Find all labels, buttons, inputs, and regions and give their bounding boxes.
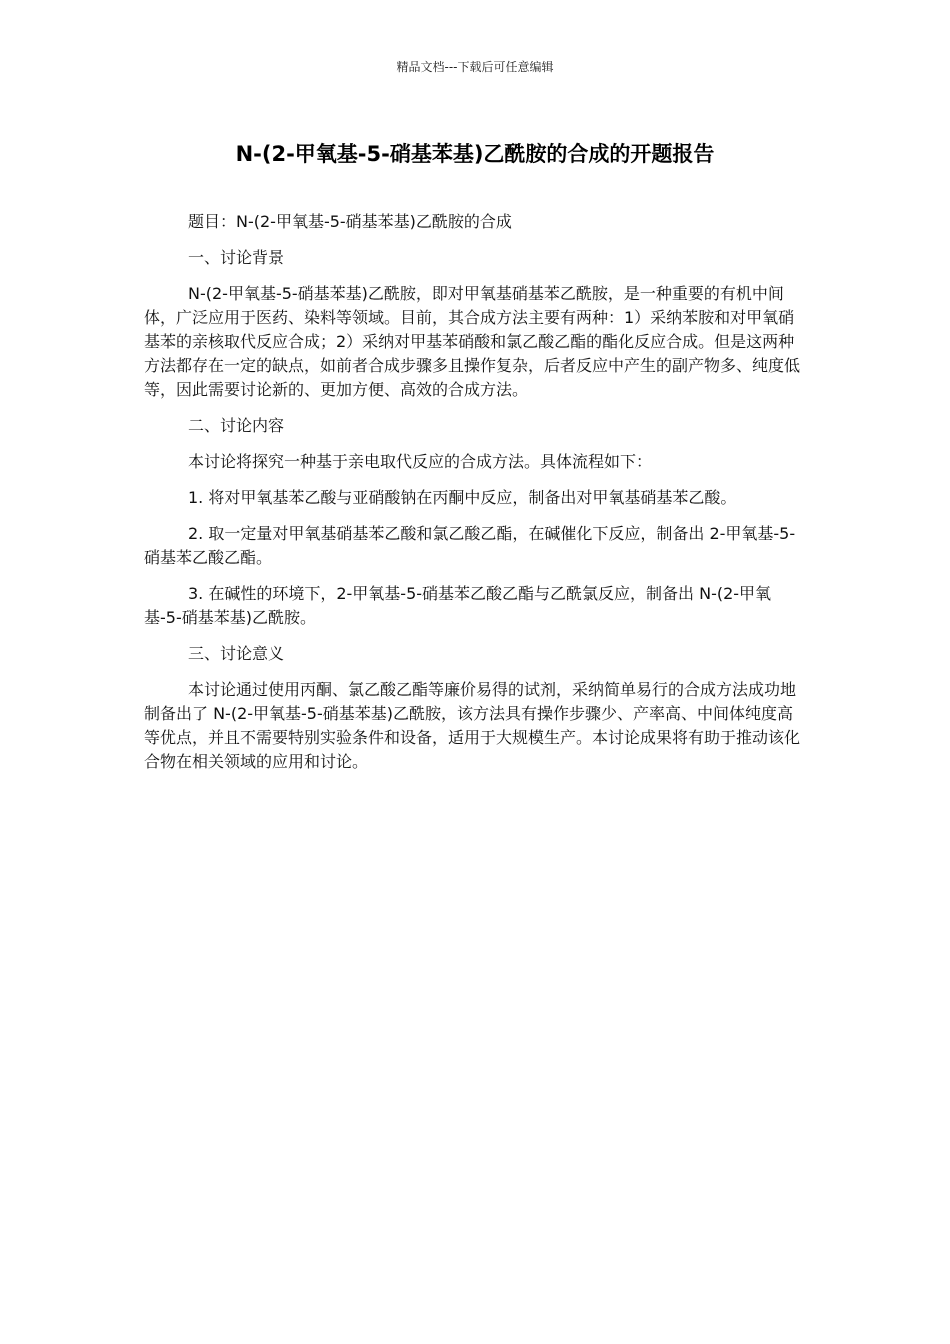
content-intro-paragraph: 本讨论将探究一种基于亲电取代反应的合成方法。具体流程如下： <box>188 452 653 471</box>
page-header: 精品文档---下载后可任意编辑 <box>396 60 554 74</box>
section-heading-background: 一、讨论背景 <box>188 248 285 267</box>
document-body <box>144 210 806 786</box>
step-1-paragraph: 1. 将对甲氧基苯乙酸与亚硝酸钠在丙酮中反应，制备出对甲氧基硝基苯乙酸。 <box>188 488 737 507</box>
step-2-paragraph: 2. 取一定量对甲氧基硝基苯乙酸和氯乙酸乙酯，在碱催化下反应，制备出 2-甲氧基-5-硝基苯乙酸乙酯。 <box>144 524 796 567</box>
section-heading-content: 二、讨论内容 <box>188 416 285 435</box>
step-3-paragraph: 3. 在碱性的环境下，2-甲氧基-5-硝基苯乙酸乙酯与乙酰氯反应，制备出 N-(2-甲氧基-5-硝基苯基)乙酰胺。 <box>144 584 772 627</box>
significance-paragraph: 本讨论通过使用丙酮、氯乙酸乙酯等廉价易得的试剂，采纳简单易行的合成方法成功地制备出了 N-(2-甲氧基-5-硝基苯基)乙酰胺，该方法具有操作步骤少、产率高、中间体纯度高等优点，并且不需要特别实验条件和设备，适用于大规模生产。本讨论成果将有助于推动该化合物在相关领域的应用和讨论。 <box>144 680 801 771</box>
document-title: N-(2-甲氧基-5-硝基苯基)乙酰胺的合成的开题报告 <box>235 142 715 166</box>
section-heading-significance: 三、讨论意义 <box>188 644 285 663</box>
background-paragraph: N-(2-甲氧基-5-硝基苯基)乙酰胺，即对甲氧基硝基苯乙酰胺，是一种重要的有机中间体，广泛应用于医药、染料等领域。目前，其合成方法主要有两种：1）采纳苯胺和对甲氧硝基苯的亲核取代反应合成；2）采纳对甲基苯硝酸和氯乙酸乙酯的酯化反应合成。但是这两种方法都存在一定的缺点，如前者合成步骤多且操作复杂，后者反应中产生的副产物多、纯度低等，因此需要讨论新的、更加方便、高效的合成方法。 <box>144 284 801 399</box>
topic-line: 题目：N-(2-甲氧基-5-硝基苯基)乙酰胺的合成 <box>188 212 512 231</box>
